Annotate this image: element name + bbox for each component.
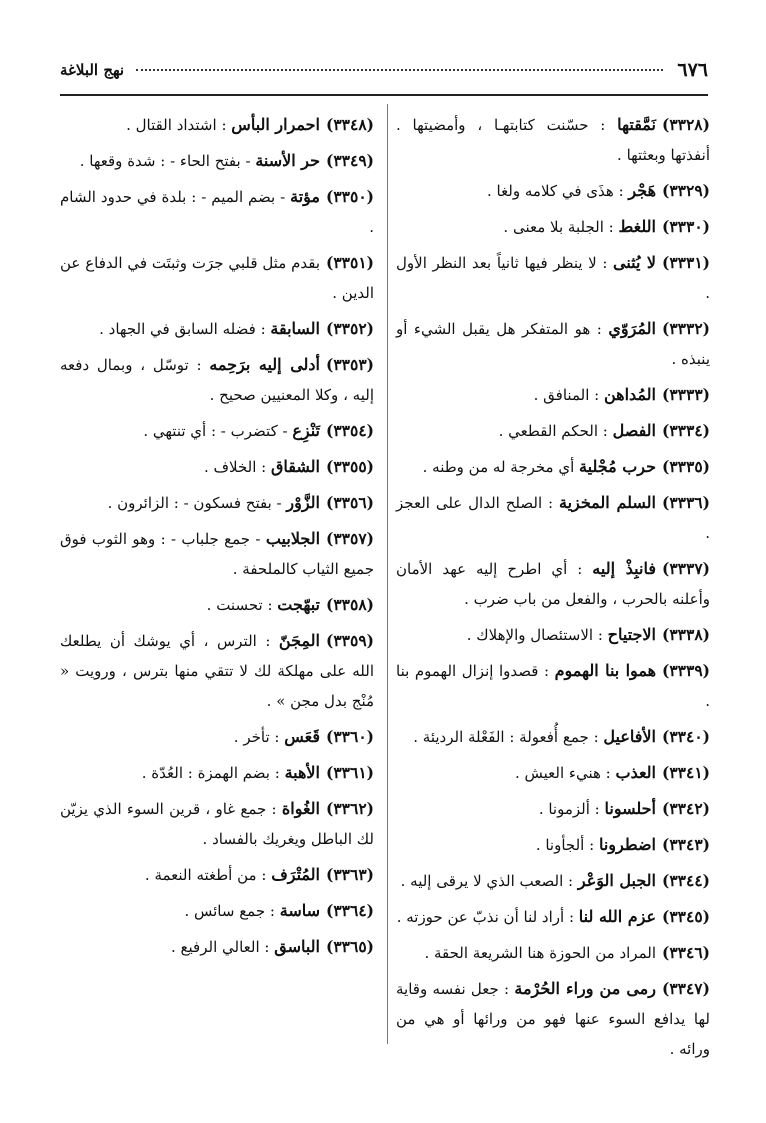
entry-headword: اللغط xyxy=(618,217,656,236)
right-column xyxy=(396,110,710,1070)
entry-headword: فانبِذْ إليه xyxy=(592,559,656,578)
entry-number: (٣٣٦٣) xyxy=(326,865,374,884)
entry-headword: لا يُثنى xyxy=(613,253,657,272)
entry-definition: : ألزمونا . xyxy=(538,800,600,818)
entry-headword: عزم الله لنا xyxy=(578,907,656,926)
entry-number: (٣٣٢٨) xyxy=(661,115,710,134)
glossary-entry xyxy=(396,248,710,308)
entry-number: (٣٣٣١) xyxy=(662,253,711,272)
entry-headword: الاجتياح xyxy=(607,625,656,644)
glossary-entry xyxy=(396,314,710,374)
entry-definition: : تأخر . xyxy=(233,728,280,746)
page-header xyxy=(60,56,708,84)
entry-number: (٣٣٥٩) xyxy=(326,631,374,650)
entry-headword: الجلابيب xyxy=(265,529,321,548)
entry-number: (٣٣٥٤) xyxy=(326,421,374,440)
entry-definition: : جمع غاو ، قرين السوء الذي يزيّن لك الباطل ويغريك بالفساد . xyxy=(60,800,374,848)
entry-definition: : اشتداد القتال . xyxy=(126,116,227,134)
entry-number: (٣٣٤٦) xyxy=(662,943,710,962)
entry-definition: : المنافق . xyxy=(533,386,600,404)
entry-number: (٣٣٤٧) xyxy=(661,979,710,998)
glossary-entry xyxy=(60,452,374,482)
entry-number: (٣٣٣٣) xyxy=(662,385,710,404)
entry-headword: السابقة xyxy=(270,319,320,338)
entry-definition: : حسّنت كتابتهـا ، وأمضيتها . أنفذتها وبعثتها . xyxy=(396,116,710,164)
entry-definition: : العالي الرفيع . xyxy=(171,938,270,956)
entry-headword: اضطرونا xyxy=(598,835,656,854)
entry-definition: : هذَى في كلامه ولغا . xyxy=(486,182,624,200)
entry-definition: : الخلاف . xyxy=(203,458,267,476)
entry-number: (٣٣٦٤) xyxy=(326,901,374,920)
glossary-entry xyxy=(60,182,374,242)
glossary-entry xyxy=(60,314,374,344)
glossary-entry xyxy=(60,416,374,446)
entry-number: (٣٣٥٧) xyxy=(326,529,375,548)
glossary-entry xyxy=(60,932,374,962)
entry-definition: : الاستئصال والإهلاك . xyxy=(466,626,603,644)
glossary-entry xyxy=(60,146,374,176)
entry-definition: : قصدوا إنزال الهموم بنا . xyxy=(396,662,710,710)
entry-definition: : هنيء العيش . xyxy=(514,764,611,782)
glossary-entry xyxy=(396,554,710,614)
header-rule xyxy=(60,94,708,96)
entry-definition: - بفتح فسكون - : الزائرون . xyxy=(107,494,282,512)
glossary-entry xyxy=(396,416,710,446)
entry-number: (٣٣٤٢) xyxy=(662,799,710,818)
entry-headword: الزَّوْر xyxy=(286,493,320,512)
entry-headword: تبهّجت xyxy=(277,595,320,614)
entry-number: (٣٣٦٢) xyxy=(326,799,374,818)
entry-number: (٣٣٦٠) xyxy=(326,727,374,746)
glossary-entry xyxy=(60,350,374,410)
entry-number: (٣٣٣٤) xyxy=(662,421,710,440)
entry-number: (٣٣٢٩) xyxy=(662,181,710,200)
glossary-entry xyxy=(396,452,710,482)
entry-definition: : ألجأونا . xyxy=(535,836,595,854)
entry-headword: احمرار البأس xyxy=(231,115,320,134)
entry-number: (٣٣٤٩) xyxy=(326,151,374,170)
entry-headword: الأفاعيل xyxy=(603,727,656,746)
header-dotted-leader xyxy=(136,69,663,71)
glossary-entry xyxy=(396,758,710,788)
entry-definition: : الصلح الدال على العجز . xyxy=(396,494,710,542)
entry-number: (٣٣٤١) xyxy=(662,763,710,782)
entry-definition: : الترس ، أي يوشك أن يطلعك الله على مهلكة لك لا تتقي منها بترس ، ورويت « مُنْج بدل مجن » . xyxy=(60,632,374,710)
entry-headword: السلم المخزية xyxy=(558,493,656,512)
entry-number: (٣٣٦١) xyxy=(326,763,374,782)
entry-headword: الأهبة xyxy=(284,763,320,782)
glossary-entry xyxy=(396,794,710,824)
entry-definition: - بضم الميم - : بلدة في حدود الشام . xyxy=(60,188,374,236)
entry-headword: قَعَس xyxy=(284,727,320,746)
entry-definition: : أي اطرح إليه عهد الأمان وأعلنه بالحرب ، والفعل من باب ضرب . xyxy=(396,560,710,608)
entry-definition: - بفتح الحاء - : شدة وقعها . xyxy=(79,152,251,170)
entry-number: (٣٣٥٨) xyxy=(326,595,374,614)
entry-number: (٣٣٤٤) xyxy=(662,871,710,890)
entry-headword: حرب مُجْلية xyxy=(579,457,656,476)
entry-headword: مؤتة xyxy=(290,187,320,206)
glossary-entry xyxy=(396,656,710,716)
entry-headword: حر الأسنة xyxy=(255,151,320,170)
glossary-entry xyxy=(60,758,374,788)
entry-number: (٣٣٥١) xyxy=(326,253,374,272)
entry-number: (٣٣٣٨) xyxy=(662,625,710,644)
entry-headword: رمى من وراء الحُرْمة xyxy=(514,979,656,998)
glossary-entry xyxy=(396,110,710,170)
left-column xyxy=(60,110,374,968)
glossary-entry xyxy=(60,896,374,926)
entry-definition: : جمع سائس . xyxy=(184,902,275,920)
entry-headword: أدلى إليه برَحِمه xyxy=(209,355,320,374)
entry-definition: : من أطغته النعمة . xyxy=(144,866,267,884)
entry-headword: نَمَّقتها xyxy=(617,115,656,134)
entry-definition: : أراد لنا أن نذبّ عن حوزته . xyxy=(396,908,575,926)
entry-headword: هموا بنا الهموم xyxy=(554,661,657,680)
entry-number: (٣٣٣٦) xyxy=(661,493,710,512)
entry-definition: : الصعب الذي لا يرقى إليه . xyxy=(400,872,574,890)
entry-definition: المراد من الحوزة هنا الشريعة الحقة . xyxy=(424,944,656,962)
entry-headword: الفصل xyxy=(612,421,656,440)
entry-definition: : الحكم القطعي . xyxy=(498,422,608,440)
entry-definition: : بضم الهمزة : العُدّة . xyxy=(141,764,280,782)
entry-headword: تَنْزِع xyxy=(292,421,320,440)
entry-number: (٣٣٦٥) xyxy=(326,937,374,956)
entry-headword: ساسة xyxy=(279,901,320,920)
entry-headword: أحلسونا xyxy=(604,799,656,818)
entry-number: (٣٣٣٩) xyxy=(662,661,711,680)
glossary-entry xyxy=(396,974,710,1064)
glossary-entry xyxy=(60,722,374,752)
entry-number: (٣٣٣٢) xyxy=(662,319,710,338)
glossary-entry xyxy=(396,176,710,206)
entry-number: (٣٣٥٦) xyxy=(326,493,374,512)
entry-definition: أي مخرجة له من وطنه . xyxy=(422,458,575,476)
column-divider xyxy=(387,104,388,1044)
entry-definition: : جمع أُفعولة : الفَعْلة الرديئة . xyxy=(413,728,599,746)
glossary-entry xyxy=(60,524,374,584)
glossary-entry xyxy=(396,212,710,242)
entry-definition: بقدم مثل قلبي جرَت وثبتَت في الدفاع عن الدين . xyxy=(60,254,374,302)
glossary-entry xyxy=(396,938,710,968)
glossary-entry xyxy=(60,626,374,716)
glossary-entry xyxy=(60,860,374,890)
entry-headword: هَجْر xyxy=(628,181,656,200)
entry-headword: الغُواة xyxy=(281,799,320,818)
entry-number: (٣٣٣٧) xyxy=(662,559,710,578)
page-number: ٦٧٦ xyxy=(677,59,708,81)
entry-definition: : توسّل ، وبمال دفعه إليه ، وكلا المعنيين صحيح . xyxy=(60,356,374,404)
entry-definition: - جمع جلباب - : وهو الثوب فوق جميع الثياب كالملحفة . xyxy=(60,530,374,578)
entry-number: (٣٣٤٥) xyxy=(662,907,710,926)
entry-number: (٣٣٤٣) xyxy=(662,835,710,854)
entry-headword: الجبل الوَعْر xyxy=(577,871,656,890)
entry-definition: : لا ينظر فيها ثانياً بعد النظر الأول . xyxy=(396,254,710,302)
book-title: نهج البلاغة xyxy=(60,61,125,79)
entry-headword: المُداهن xyxy=(603,385,656,404)
glossary-entry xyxy=(396,902,710,932)
entry-headword: الباسق xyxy=(274,937,320,956)
glossary-entry xyxy=(396,620,710,650)
glossary-entry xyxy=(396,866,710,896)
entry-number: (٣٣٥٥) xyxy=(326,457,374,476)
entry-headword: الشقاق xyxy=(271,457,320,476)
entry-definition: : جعل نفسه وقاية لها يدافع السوء عنها فهو من ورائها أو هي من ورائه . xyxy=(396,980,710,1058)
entry-number: (٣٣٤٨) xyxy=(326,115,374,134)
glossary-entry xyxy=(60,488,374,518)
entry-definition: : هو المتفكر هل يقبل الشيء أو ينبذه . xyxy=(396,320,710,368)
entry-definition: : فضله السابق في الجهاد . xyxy=(99,320,266,338)
glossary-entry xyxy=(396,830,710,860)
glossary-entry xyxy=(60,794,374,854)
entry-number: (٣٣٥٢) xyxy=(326,319,374,338)
entry-headword: المِجَنّ xyxy=(278,631,320,650)
entry-number: (٣٣٣٥) xyxy=(662,457,710,476)
entry-definition: : الجلبة بلا معنى . xyxy=(503,218,614,236)
entry-headword: العذب xyxy=(615,763,656,782)
entry-definition: : تحسنت . xyxy=(206,596,273,614)
entry-headword: المُرَوّي xyxy=(608,319,656,338)
glossary-entry xyxy=(60,248,374,308)
entry-number: (٣٣٥٣) xyxy=(326,355,374,374)
entry-number: (٣٣٥٠) xyxy=(326,187,374,206)
glossary-entry xyxy=(60,590,374,620)
entry-number: (٣٣٣٠) xyxy=(662,217,710,236)
entry-number: (٣٣٤٠) xyxy=(662,727,710,746)
entry-definition: - كتضرب - : أي تنتهي . xyxy=(143,422,288,440)
glossary-entry xyxy=(396,722,710,752)
glossary-entry xyxy=(396,380,710,410)
entry-headword: المُتْرَف xyxy=(271,865,320,884)
glossary-entry xyxy=(396,488,710,548)
glossary-entry xyxy=(60,110,374,140)
